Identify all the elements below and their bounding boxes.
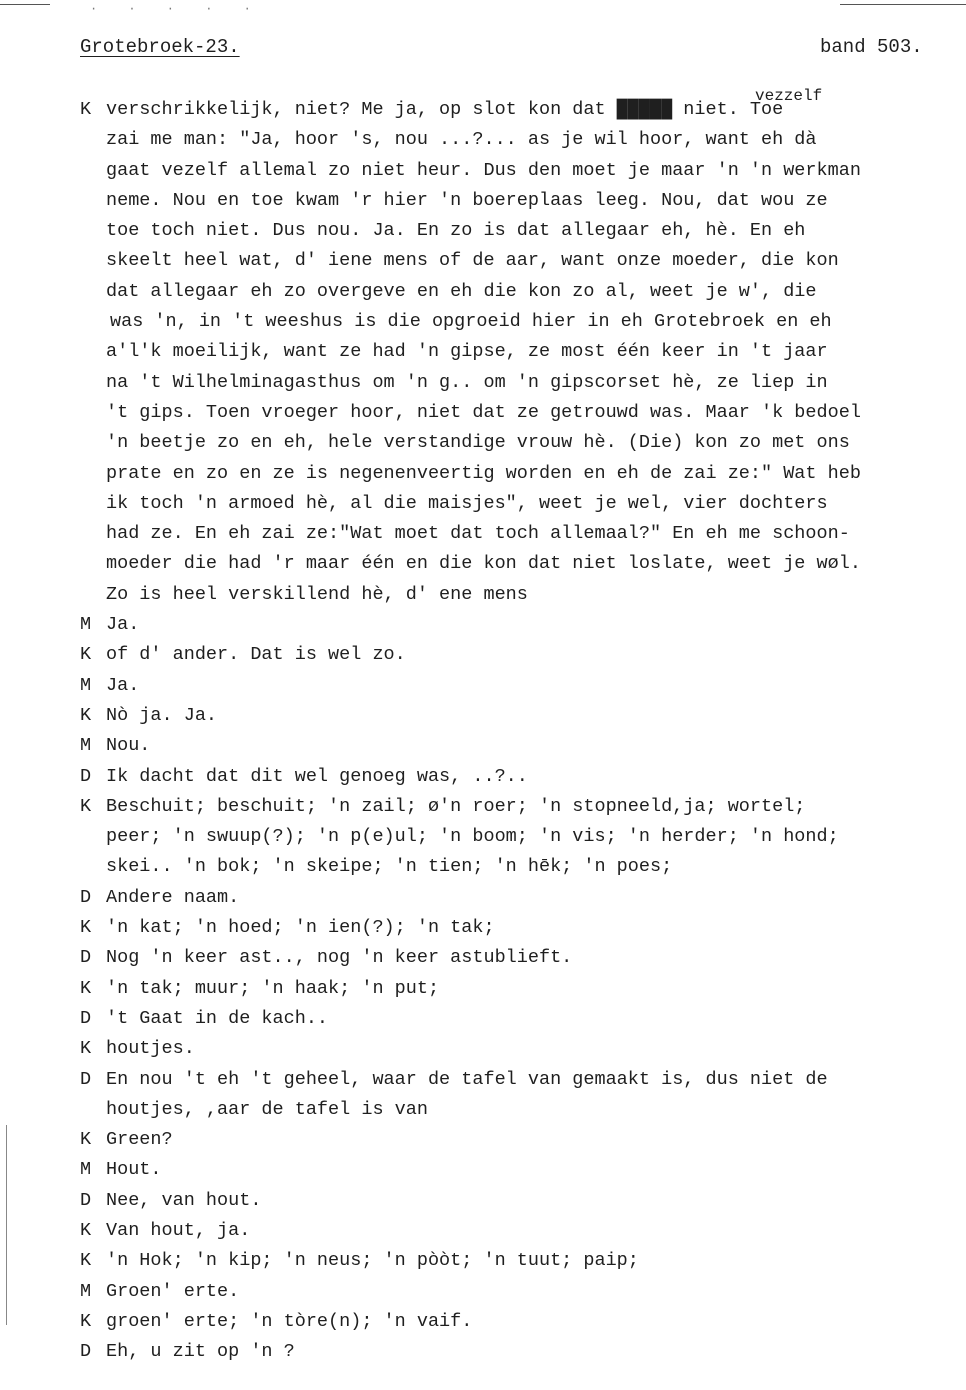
- speaker-label: K: [80, 977, 92, 999]
- speaker-label: K: [80, 1250, 92, 1272]
- line-text: skeelt heel wat, d' iene mens of de aar, want onze moeder, die kon: [106, 250, 839, 272]
- line-text: dat allegaar eh zo overgeve en eh die kon zo al, weet je w', die: [106, 280, 817, 302]
- transcript-line: [80, 186, 950, 216]
- document-title: Grotebroek-23.: [80, 36, 240, 58]
- transcript-line: [80, 913, 950, 943]
- transcript-line: [80, 1004, 950, 1034]
- line-text: a'l'k moeilijk, want ze had 'n gipse, ze most één keer in 't jaar: [106, 341, 828, 363]
- transcript-line: [80, 1095, 950, 1125]
- transcript-line: [80, 216, 950, 246]
- transcript-line: [80, 1065, 950, 1095]
- speaker-label: K: [80, 1219, 92, 1241]
- transcript-line: [80, 1034, 950, 1064]
- line-text: Ik dacht dat dit wel genoeg was, ..?..: [106, 765, 528, 787]
- transcript-line: [80, 610, 950, 640]
- transcript-line: [80, 337, 950, 367]
- speaker-label: M: [80, 1159, 92, 1181]
- speaker-label: D: [80, 886, 92, 908]
- transcript-line: [80, 1125, 950, 1155]
- transcript-line: [80, 1307, 950, 1337]
- line-text: was 'n, in 't weeshus is die opgroeid hier in eh Grotebroek en eh: [110, 311, 832, 333]
- line-text: Van hout, ja.: [106, 1219, 251, 1241]
- transcript-line: [80, 489, 950, 519]
- line-text: zai me man: "Ja, hoor 's, nou ...?... as je wil hoor, want eh dà: [106, 129, 817, 151]
- line-text: Nee, van hout.: [106, 1189, 262, 1211]
- transcript-line: [80, 519, 950, 549]
- line-text: 'n Hok; 'n kip; 'n neus; 'n pòòt; 'n tuut; paip;: [106, 1250, 639, 1272]
- transcript-line: [80, 701, 950, 731]
- transcript-line: [80, 156, 950, 186]
- speaker-label: K: [80, 704, 92, 726]
- line-text: Ja.: [106, 614, 140, 636]
- speaker-label: K: [80, 1310, 92, 1332]
- line-text: Groen' erte.: [106, 1280, 240, 1302]
- speaker-label: D: [80, 1007, 92, 1029]
- speaker-label: D: [80, 947, 92, 969]
- line-text: 't Gaat in de kach..: [106, 1007, 329, 1029]
- transcript-line: [80, 822, 950, 852]
- line-text: groen' erte; 'n tòre(n); 'n vaif.: [106, 1310, 473, 1332]
- line-text: ik toch 'n armoed hè, al die maisjes", weet je wel, vier dochters: [106, 492, 828, 514]
- transcript-line: [80, 852, 950, 882]
- speaker-label: M: [80, 674, 92, 696]
- line-text: skei.. 'n bok; 'n skeipe; 'n tien; 'n hēk; 'n poes;: [106, 856, 673, 878]
- margin-mark: [6, 1125, 7, 1325]
- transcript-line: [80, 428, 950, 458]
- transcript-line: [80, 368, 950, 398]
- speaker-label: K: [80, 644, 92, 666]
- speaker-label: D: [80, 1341, 92, 1363]
- transcript-line: [80, 1277, 950, 1307]
- line-text: Green?: [106, 1129, 173, 1151]
- transcript-line: [80, 549, 950, 579]
- transcript-line: [80, 883, 950, 913]
- line-text: Nou.: [106, 735, 151, 757]
- speaker-label: M: [80, 1280, 92, 1302]
- transcript-line: [80, 640, 950, 670]
- transcript-line: [80, 459, 950, 489]
- transcript-line: [80, 731, 950, 761]
- line-text: 't gips. Toen vroeger hoor, niet dat ze getrouwd was. Maar 'k bedoel: [106, 401, 861, 423]
- line-text: houtjes, ,aar de tafel is van: [106, 1098, 428, 1120]
- line-text: moeder die had 'r maar één en die kon dat niet loslate, weet je wøl.: [106, 553, 861, 575]
- line-text: 'n tak; muur; 'n haak; 'n put;: [106, 977, 440, 999]
- transcript-line: [80, 87, 950, 125]
- speaker-label: K: [80, 795, 92, 817]
- speaker-label: K: [80, 99, 92, 120]
- transcript-line: [80, 246, 950, 276]
- top-rule-left: [0, 4, 50, 5]
- speaker-label: M: [80, 614, 92, 636]
- line-text: na 't Wilhelminagasthus om 'n g.. om 'n gipscorset hè, ze liep in: [106, 371, 828, 393]
- speaker-label: K: [80, 1129, 92, 1151]
- speaker-label: K: [80, 1038, 92, 1060]
- transcript-line: [80, 792, 950, 822]
- top-rule-right: [840, 4, 966, 5]
- transcript-line: [80, 307, 950, 337]
- speaker-label: K: [80, 917, 92, 939]
- transcript-line: [80, 671, 950, 701]
- transcript-line: [80, 1155, 950, 1185]
- top-specks: · · · · ·: [90, 2, 263, 16]
- line-text: En nou 't eh 't geheel, waar de tafel van gemaakt is, dus niet de: [106, 1068, 828, 1090]
- transcript-line: [80, 398, 950, 428]
- transcript-line: [80, 1246, 950, 1276]
- line-text: Ja.: [106, 674, 140, 696]
- handwritten-insertion: vezzelf: [755, 87, 823, 105]
- speaker-label: M: [80, 735, 92, 757]
- speaker-label: D: [80, 1068, 92, 1090]
- transcript-line: [80, 943, 950, 973]
- band-number: band 503.: [820, 36, 923, 58]
- line-text: had ze. En eh zai ze:"Wat moet dat toch allemaal?" En eh me schoon-: [106, 523, 850, 545]
- line-text: toe toch niet. Dus nou. Ja. En zo is dat allegaar eh, hè. En eh: [106, 220, 806, 242]
- line-text: of d' ander. Dat is wel zo.: [106, 644, 406, 666]
- line-text: Nò ja. Ja.: [106, 704, 218, 726]
- transcript-line: [80, 125, 950, 155]
- transcript-line: [80, 580, 950, 610]
- transcript-line: [80, 974, 950, 1004]
- line-text: verschrikkelijk, niet? Me ja, op slot kon dat █████ niet. Toe: [106, 99, 784, 120]
- line-text: prate en zo en ze is negenenveertig worden en eh de zai ze:" Wat heb: [106, 462, 861, 484]
- line-text: neme. Nou en toe kwam 'r hier 'n boereplaas leeg. Nou, dat wou ze: [106, 189, 828, 211]
- line-text: houtjes.: [106, 1038, 195, 1060]
- line-text: Eh, u zit op 'n ?: [106, 1341, 295, 1363]
- line-text: Nog 'n keer ast.., nog 'n keer astublieft.: [106, 947, 573, 969]
- transcript: [80, 87, 950, 1367]
- transcript-line: [80, 762, 950, 792]
- line-text: Beschuit; beschuit; 'n zail; ø'n roer; 'n stopneeld,ja; wortel;: [106, 795, 806, 817]
- line-text: 'n kat; 'n hoed; 'n ien(?); 'n tak;: [106, 917, 495, 939]
- transcript-line: [80, 277, 950, 307]
- speaker-label: D: [80, 765, 92, 787]
- line-text: gaat vezelf allemal zo niet heur. Dus den moet je maar 'n 'n werkman: [106, 159, 861, 181]
- transcript-line: [80, 1186, 950, 1216]
- line-text: peer; 'n swuup(?); 'n p(e)ul; 'n boom; 'n vis; 'n herder; 'n hond;: [106, 826, 839, 848]
- line-text: 'n beetje zo en eh, hele verstandige vrouw hè. (Die) kon zo met ons: [106, 432, 850, 454]
- transcript-line: [80, 1337, 950, 1367]
- line-text: Hout.: [106, 1159, 162, 1181]
- line-text: Andere naam.: [106, 886, 240, 908]
- line-text: Zo is heel verskillend hè, d' ene mens: [106, 583, 528, 605]
- speaker-label: D: [80, 1189, 92, 1211]
- transcript-line: [80, 1216, 950, 1246]
